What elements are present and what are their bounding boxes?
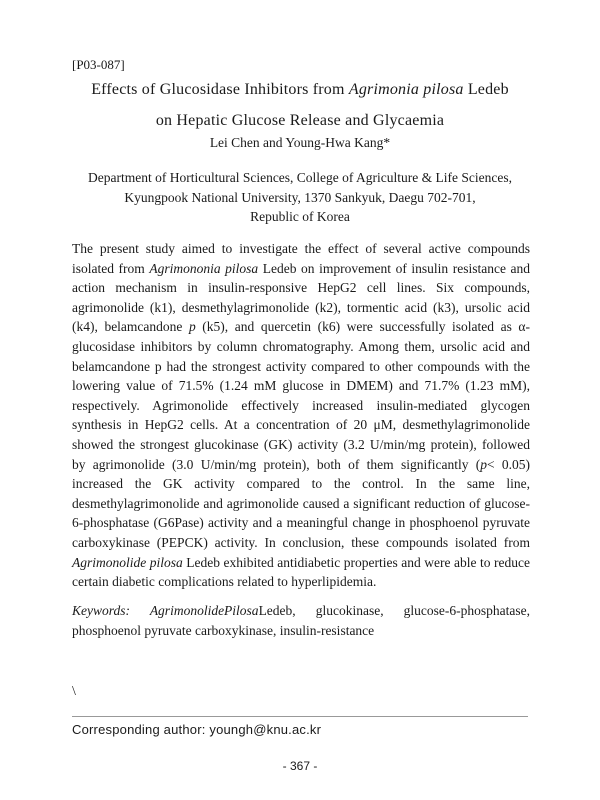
affiliation <box>70 168 530 227</box>
keywords-list: Ledeb, glucokinase, glucose-6-phosphatase, phosphoenol pyruvate carboxykinase, insulin-resistance <box>72 603 530 638</box>
affiliation-line3: Republic of Korea <box>250 209 350 224</box>
authors: Lei Chen and Young-Hwa Kang* <box>209 135 391 150</box>
abstract-species: Agrimononia pilosa <box>149 260 259 276</box>
keywords-species: AgrimonolidePilosa <box>130 603 259 618</box>
abstract-text: The present study aimed to investigate the effect of several active compounds isolated from <box>72 241 530 276</box>
title-text: Effects of Glucosidase Inhibitors from <box>91 81 349 98</box>
affiliation-line2: Kyungpook National University, 1370 Sankyuk, Daegu 702-701, <box>124 189 476 205</box>
abstract-text: (k5), and quercetin (k6) were successfully isolated as α-glucosidase inhibitors by column chromatography. Among them, ursolic acid and belamcandone p had the strongest activity compared to other compounds with the lowering value of 71.5% (1.24 mM glucose in DMEM) and 71.7% (1.23 mM), respectively. Agrimonolide effectively increased insulin-mediated glycogen synthesis in HepG2 cells. At a concentration of 20 μM, desmethylagrimonolide showed the strongest glucokinase (GK) activity (3.2 U/min/mg protein), followed by agrimonolide (3.0 U/min/mg protein), both of them significantly ( <box>72 319 531 472</box>
title-text-suffix: Ledeb <box>463 81 509 98</box>
paper-title <box>60 74 540 136</box>
keywords <box>72 601 530 641</box>
title-species: Agrimonia pilosa <box>348 81 464 98</box>
abstract-species: Agrimonolide pilosa <box>72 554 183 570</box>
affiliation-line1: Department of Horticultural Sciences, College of Agriculture & Life Sciences, <box>88 170 512 185</box>
poster-code: [P03-087] <box>72 57 125 72</box>
title-line2: on Hepatic Glucose Release and Glycaemia <box>155 112 445 129</box>
stray-mark: \ <box>72 684 76 699</box>
abstract-text: < 0.05) increased the GK activity compared to the control. In the same line, desmethylagrimonolide and agrimonolide caused a significant reduction of glucose-6-phosphatase (G6Pase) activity and a meaningful change in phosphoenol pyruvate carboxykinase (PEPCK) activity. In conclusion, these compounds isolated from <box>72 456 530 550</box>
footnote-divider <box>72 716 528 717</box>
corresponding-author: Corresponding author: youngh@knu.ac.kr <box>72 722 322 737</box>
page-number: - 367 - <box>282 759 318 773</box>
abstract-italic: p <box>480 456 487 472</box>
keywords-label: Keywords: <box>72 603 130 618</box>
abstract <box>72 239 530 592</box>
abstract-italic: p <box>188 319 196 335</box>
abstract-text: Ledeb on improvement of insulin resistance and action mechanism in insulin-responsive HepG2 cell lines. Six compounds, agrimonolide (k1), desmethylagrimonolide (k2), tormentic acid (k3), ursolic acid (k4), belamcandone <box>72 260 530 335</box>
abstract-text: Ledeb exhibited antidiabetic properties and were able to reduce certain diabetic complications related to hyperlipidemia. <box>72 554 530 590</box>
